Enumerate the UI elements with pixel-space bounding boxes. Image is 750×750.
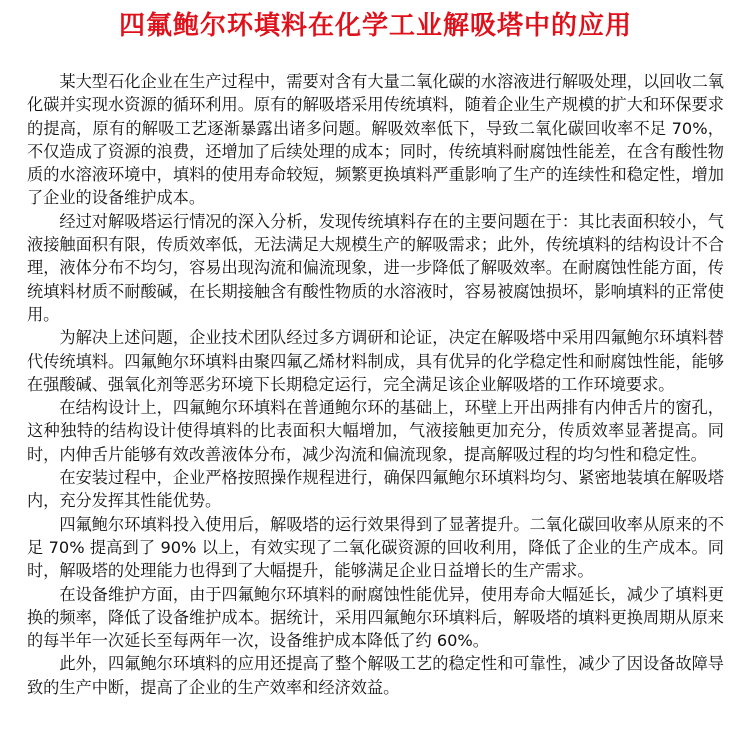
article-paragraph: 经过对解吸塔运行情况的深入分析，发现传统填料存在的主要问题在于：其比表面积较小，气液接触面积有限，传质效率低，无法满足大规模生产的解吸需求；此外，传统填料的结构设计不合理，液体分布不均匀，容易出现沟流和偏流现象，进一步降低了解吸效率。在耐腐蚀性能方面，传统填料材质不耐酸碱，在长期接触含有酸性物质的水溶液时，容易被腐蚀损坏，影响填料的正常使用。 (27, 211, 724, 324)
article-paragraph: 为解决上述问题，企业技术团队经过多方调研和论证，决定在解吸塔中采用四氟鲍尔环填料替代传统填料。四氟鲍尔环填料由聚四氟乙烯材料制成，具有优异的化学稳定性和耐腐蚀性能，能够在强酸碱、强氧化剂等恶劣环境下长期稳定运行，完全满足该企业解吸塔的工作环境要求。 (27, 328, 724, 394)
article-paragraph: 某大型石化企业在生产过程中，需要对含有大量二氧化碳的水溶液进行解吸处理，以回收二氧化碳并实现水资源的循环利用。原有的解吸塔采用传统填料，随着企业生产规模的扩大和环保要求的提高，原有的解吸工艺逐渐暴露出诸多问题。解吸效率低下，导致二氧化碳回收率不足 70%，不仅造成了资源的浪费，还增加了后续处理的成本；同时，传统填料耐腐蚀性能差，在含有酸性物质的水溶液环境中，填料的使用寿命较短，频繁更换填料严重影响了生产的连续性和稳定性，增加了企业的设备维护成本。 (27, 72, 724, 208)
article-title: 四氟鲍尔环填料在化学工业解吸塔中的应用 (118, 11, 632, 41)
article-body (27, 70, 724, 699)
article-paragraph: 此外，四氟鲍尔环填料的应用还提高了整个解吸工艺的稳定性和可靠性，减少了因设备故障导致的生产中断，提高了企业的生产效率和经济效益。 (27, 654, 724, 697)
article-paragraph: 四氟鲍尔环填料投入使用后，解吸塔的运行效果得到了显著提升。二氧化碳回收率从原来的不足 70% 提高到了 90% 以上，有效实现了二氧化碳资源的回收利用，降低了企业的生产成本。同时，解吸塔的处理能力也得到了大幅提升，能够满足企业日益增长的生产需求。 (27, 514, 724, 581)
article-paragraph: 在安装过程中，企业严格按照操作规程进行，确保四氟鲍尔环填料均匀、紧密地装填在解吸塔内，充分发挥其性能优势。 (27, 468, 724, 511)
article-paragraph: 在设备维护方面，由于四氟鲍尔环填料的耐腐蚀性能优异，使用寿命大幅延长，减少了填料更换的频率，降低了设备维护成本。据统计，采用四氟鲍尔环填料后，解吸塔的填料更换周期从原来的每半年一次延长至每两年一次，设备维护成本降低了约 60%。 (27, 584, 724, 651)
article-paragraph: 在结构设计上，四氟鲍尔环填料在普通鲍尔环的基础上，环壁上开出两排有内伸舌片的窗孔，这种独特的结构设计使得填料的比表面积大幅增加，气液接触更加充分，传质效率显著提高。同时，内伸舌片能够有效改善液体分布，减少沟流和偏流现象，提高解吸过程的均匀性和稳定性。 (27, 398, 724, 464)
